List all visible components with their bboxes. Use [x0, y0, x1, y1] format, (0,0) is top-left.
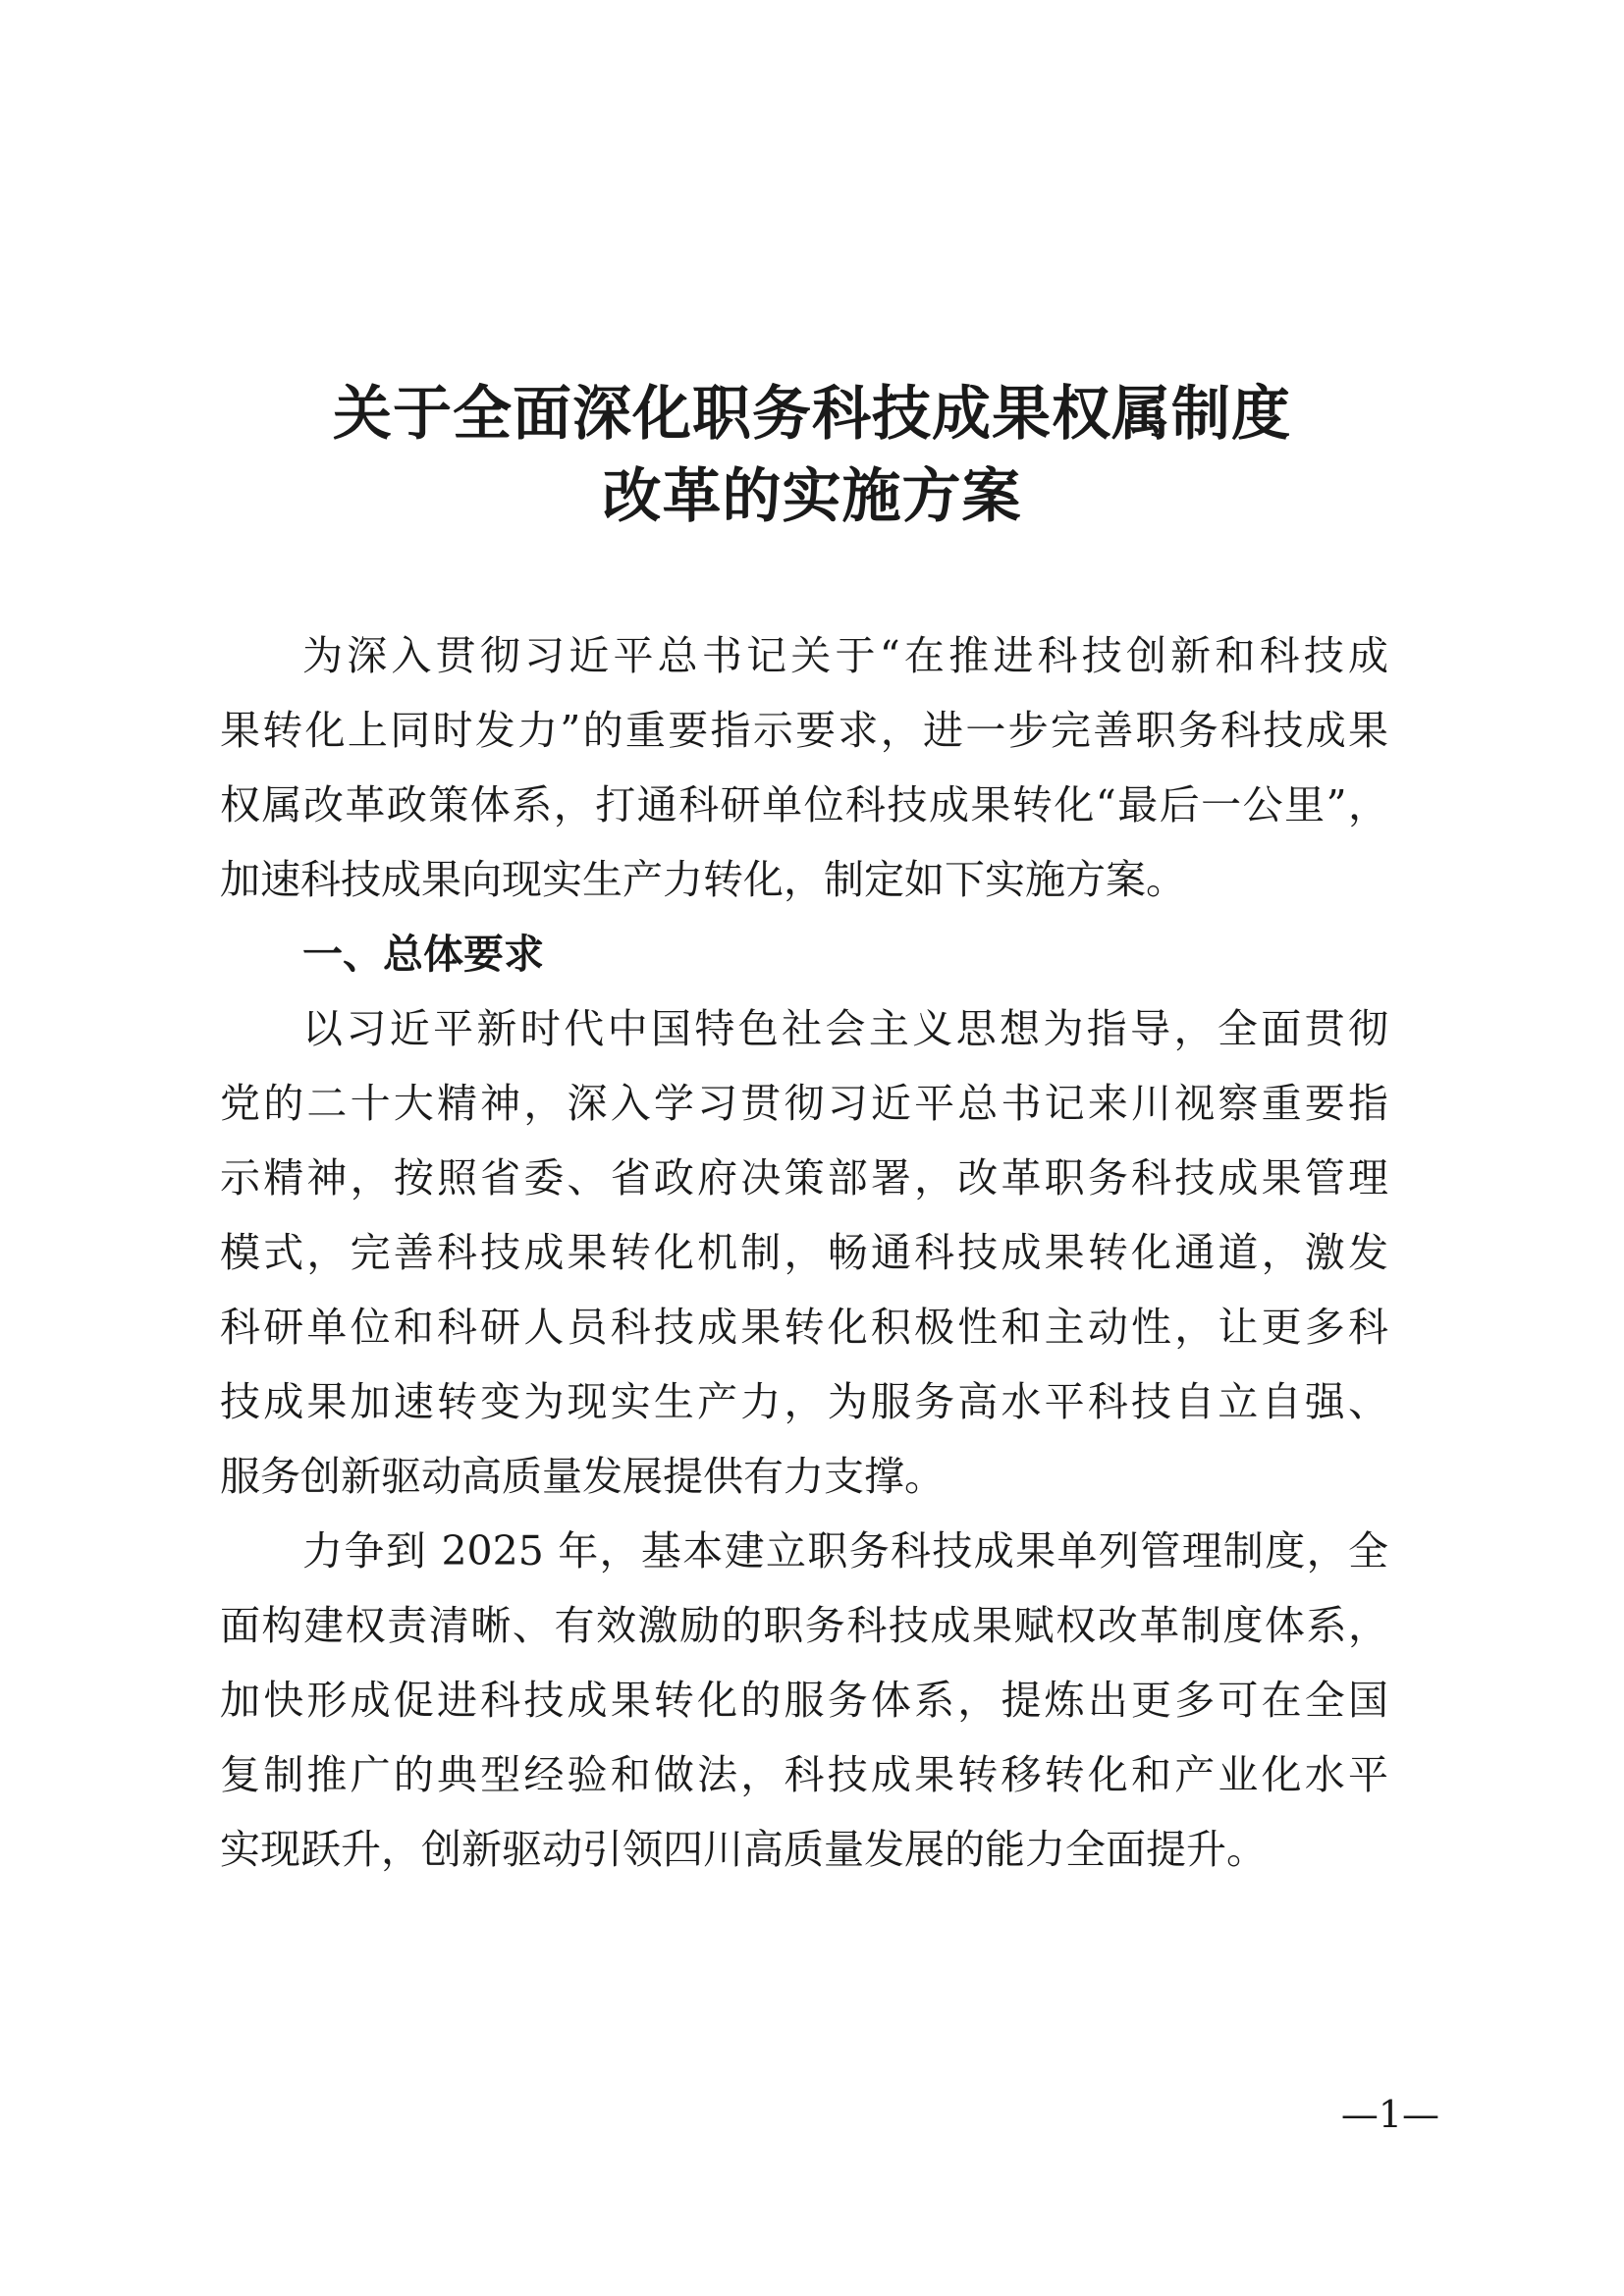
text-line: 科研单位和科研人员科技成果转化积极性和主动性，让更多科: [220, 1304, 1388, 1351]
text-line: 示精神，按照省委、省政府决策部署，改革职务科技成果管理: [220, 1154, 1388, 1201]
section-heading: 一、总体要求: [302, 931, 544, 978]
section-paragraph-1: [220, 991, 1388, 1514]
document-title-line-2: 改革的实施方案: [602, 462, 1022, 531]
text-line: 党的二十大精神，深入学习贯彻习近平总书记来川视察重要指: [220, 1080, 1388, 1127]
text-line: 果转化上同时发力”的重要指示要求，进一步完善职务科技成果: [220, 707, 1388, 754]
page-number: —1—: [1340, 2093, 1439, 2136]
text-line: 服务创新驱动高质量发展提供有力支撑。: [220, 1453, 945, 1500]
text-line: 为深入贯彻习近平总书记关于“在推进科技创新和科技成: [302, 632, 1388, 679]
intro-paragraph: [220, 618, 1388, 917]
text-line: 权属改革政策体系，打通科研单位科技成果转化“最后一公里”，: [220, 781, 1388, 828]
section-paragraph-2: [220, 1514, 1388, 1887]
text-line: 以习近平新时代中国特色社会主义思想为指导，全面贯彻: [302, 1005, 1388, 1052]
document-body: [220, 618, 1388, 1887]
text-line: 加速科技成果向现实生产力转化，制定如下实施方案。: [220, 856, 1186, 903]
document-title-line-1: 关于全面深化职务科技成果权属制度: [333, 380, 1291, 449]
text-line: 技成果加速转变为现实生产力，为服务高水平科技自立自强、: [220, 1378, 1388, 1425]
text-line: 力争到 2025 年，基本建立职务科技成果单列管理制度，全: [302, 1527, 1388, 1575]
text-line: 加快形成促进科技成果转化的服务体系，提炼出更多可在全国: [220, 1677, 1388, 1724]
text-line: 实现跃升，创新驱动引领四川高质量发展的能力全面提升。: [220, 1826, 1267, 1873]
text-line: 模式，完善科技成果转化机制，畅通科技成果转化通道，激发: [220, 1229, 1388, 1276]
text-line: 面构建权责清晰、有效激励的职务科技成果赋权改革制度体系，: [220, 1602, 1388, 1649]
text-line: 复制推广的典型经验和做法，科技成果转移转化和产业化水平: [220, 1751, 1388, 1798]
